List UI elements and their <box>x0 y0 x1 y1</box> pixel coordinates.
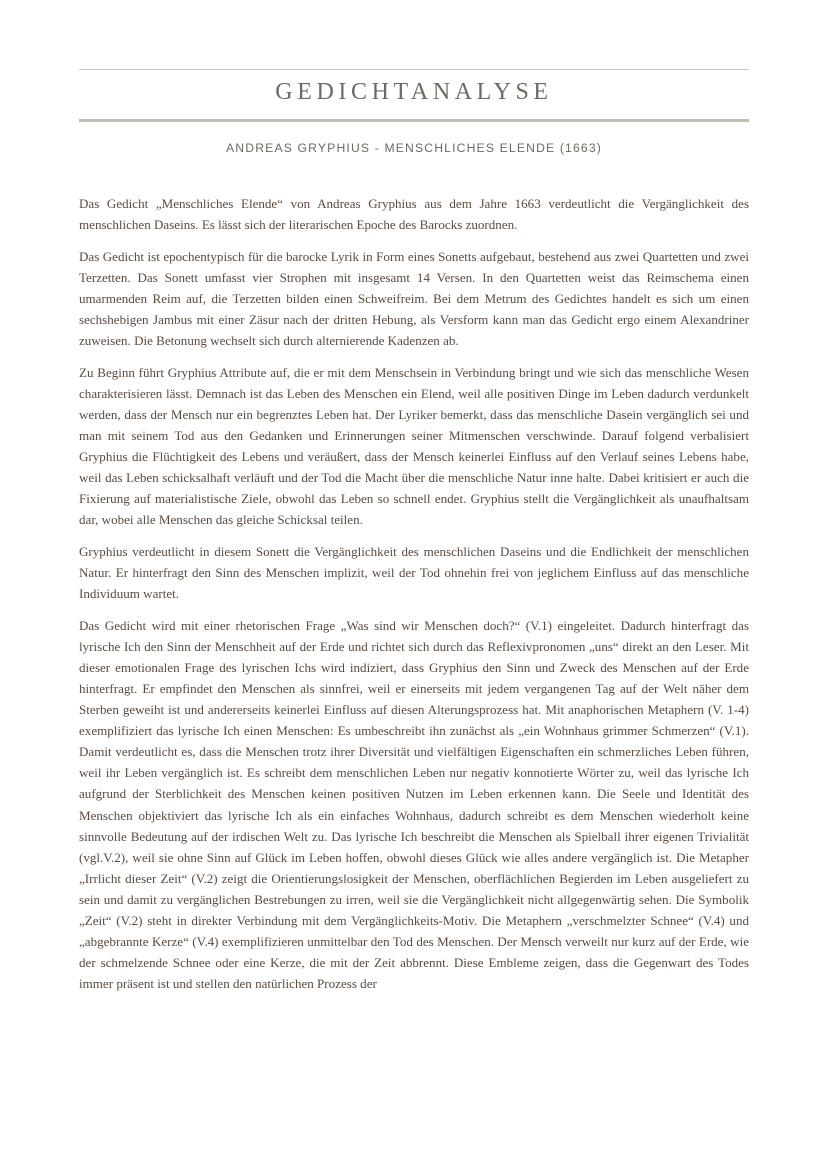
page-subtitle: ANDREAS GRYPHIUS - MENSCHLICHES ELENDE (1663) <box>226 141 602 155</box>
paragraph: Zu Beginn führt Gryphius Attribute auf, die er mit dem Menschsein in Verbindung bringt und wie sich das menschliche Wesen charakterisieren lässt. Demnach ist das Leben des Menschen ein Elend, weil alle positiven Dinge im Leben dadurch verdunkelt werden, dass der Mensch nur ein begrenztes Leben hat. Der Lyriker bemerkt, dass das menschliche Dasein vergänglich sei und man mit seinem Tod aus den Gedanken und Erinnerungen seiner Mitmenschen verschwinde. Darauf folgend verbalisiert Gryphius die Flüchtigkeit des Lebens und veräußert, dass der Mensch keinerlei Einfluss auf den Verlauf seines Lebens habe, weil das Leben schicksalhaft verläuft und der Tod die Macht über die menschliche Natur inne halte. Dabei kritisiert er auch die Fixierung auf materialistische Ziele, obwohl das Leben so schnell endet. Gryphius stellt die Vergänglichkeit als unaufhaltsam dar, wobei alle Menschen das gleiche Schicksal teilen. <box>79 364 749 528</box>
document-body <box>79 193 749 1005</box>
paragraph: Das Gedicht wird mit einer rhetorischen Frage „Was sind wir Menschen doch?“ (V.1) eingeleitet. Dadurch hinterfragt das lyrische Ich den Sinn der Menschheit auf der Erde und richtet sich durch das Reflexivpronomen „uns“ direkt an den Leser. Mit dieser emotionalen Frage des lyrischen Ichs wird indiziert, dass Gryphius den Sinn und Zweck des Menschen auf der Erde hinterfragt. Er empfindet den Menschen als sinnfrei, weil er einerseits mit jedem vergangenen Tag auf der Welt näher dem Sterben geweiht ist und andererseits keinerlei Einfluss auf diesen Alterungsprozess hat. Mit anaphorischen Metaphern (V. 1-4) exemplifiziert das lyrische Ich einen Menschen: Es umbeschreibt ihn zunächst als „ein Wohnhaus grimmer Schmerzen“ (V.1). Damit verdeutlicht es, dass die Menschen trotz ihrer Diversität und vielfältigen Eigenschaften ein schmerzliches Leben führen, weil ihr Leben vergänglich ist. Es schreibt dem menschlichen Leben nur negativ konnotierte Wörter zu, weil das lyrische Ich aufgrund der Sterblichkeit des Menschen keinen positiven Nutzen im Leben erkennen kann. Die Seele und Identität des Menschen objektiviert das lyrische Ich als ein einfaches Wohnhaus, dadurch schreibt es dem Menschen wiederholt keine sinnvolle Bedeutung auf der irdischen Welt zu. Das lyrische Ich beschreibt die Menschen als Spielball ihrer eigenen Trivialität (vgl.V.2), weil sie ohne Sinn auf Glück im Leben hoffen, obwohl dieses Glück wie alles andere vergänglich ist. Die Metapher „Irrlicht dieser Zeit“ (V.2) zeigt die Orientierungslosigkeit der Menschen, oberflächlichen Begierden im Leben ausgeliefert zu sein und damit zu vergänglichen Bestrebungen zu irren, weil sie die Vergänglichkeit nicht allgegenwärtig sehen. Die Symbolik „Zeit“ (V.2) steht in direkter Verbindung mit dem Vergänglichkeits-Motiv. Die Metaphern „verschmelzter Schnee“ (V.4) und „abgebrannte Kerze“ (V.4) exemplifizieren unmittelbar den Tod des Menschen. Der Mensch verweilt nur kurz auf der Erde, wie der schmelzende Schnee oder eine Kerze, die mit der Zeit abbrennt. Diese Embleme zeigen, dass die Gegenwart des Todes immer präsent ist und stellen den natürlichen Prozess der <box>79 617 749 992</box>
paragraph: Gryphius verdeutlicht in diesem Sonett die Vergänglichkeit des menschlichen Daseins und die Endlichkeit der menschlichen Natur. Er hinterfragt den Sinn des Menschen implizit, weil der Tod ohnehin frei von jeglichem Einfluss auf das menschliche Individuum wartet. <box>79 543 749 602</box>
paragraph: Das Gedicht „Menschliches Elende“ von Andreas Gryphius aus dem Jahre 1663 verdeutlicht die Vergänglichkeit des menschlichen Daseins. Es lässt sich der literarischen Epoche des Barocks zuordnen. <box>79 196 749 233</box>
paragraph: Das Gedicht ist epochentypisch für die barocke Lyrik in Form eines Sonetts aufgebaut, bestehend aus zwei Quartetten und zwei Terzetten. Das Sonett umfasst vier Strophen mit insgesamt 14 Versen. In den Quartetten weist das Reimschema einen umarmenden Reim auf, die Terzetten bilden einen Schweifreim. Bei dem Metrum des Gedichtes handelt es sich um einen sechshebigen Jambus mit einer Zäsur nach der dritten Hebung, als Versform kann man das Gedicht ergo einem Alexandriner zuweisen. Die Betonung wechselt sich durch alternierende Kadenzen ab. <box>79 248 749 349</box>
page-title: GEDICHTANALYSE <box>275 79 553 105</box>
top-divider <box>79 69 749 70</box>
title-divider <box>79 119 749 122</box>
